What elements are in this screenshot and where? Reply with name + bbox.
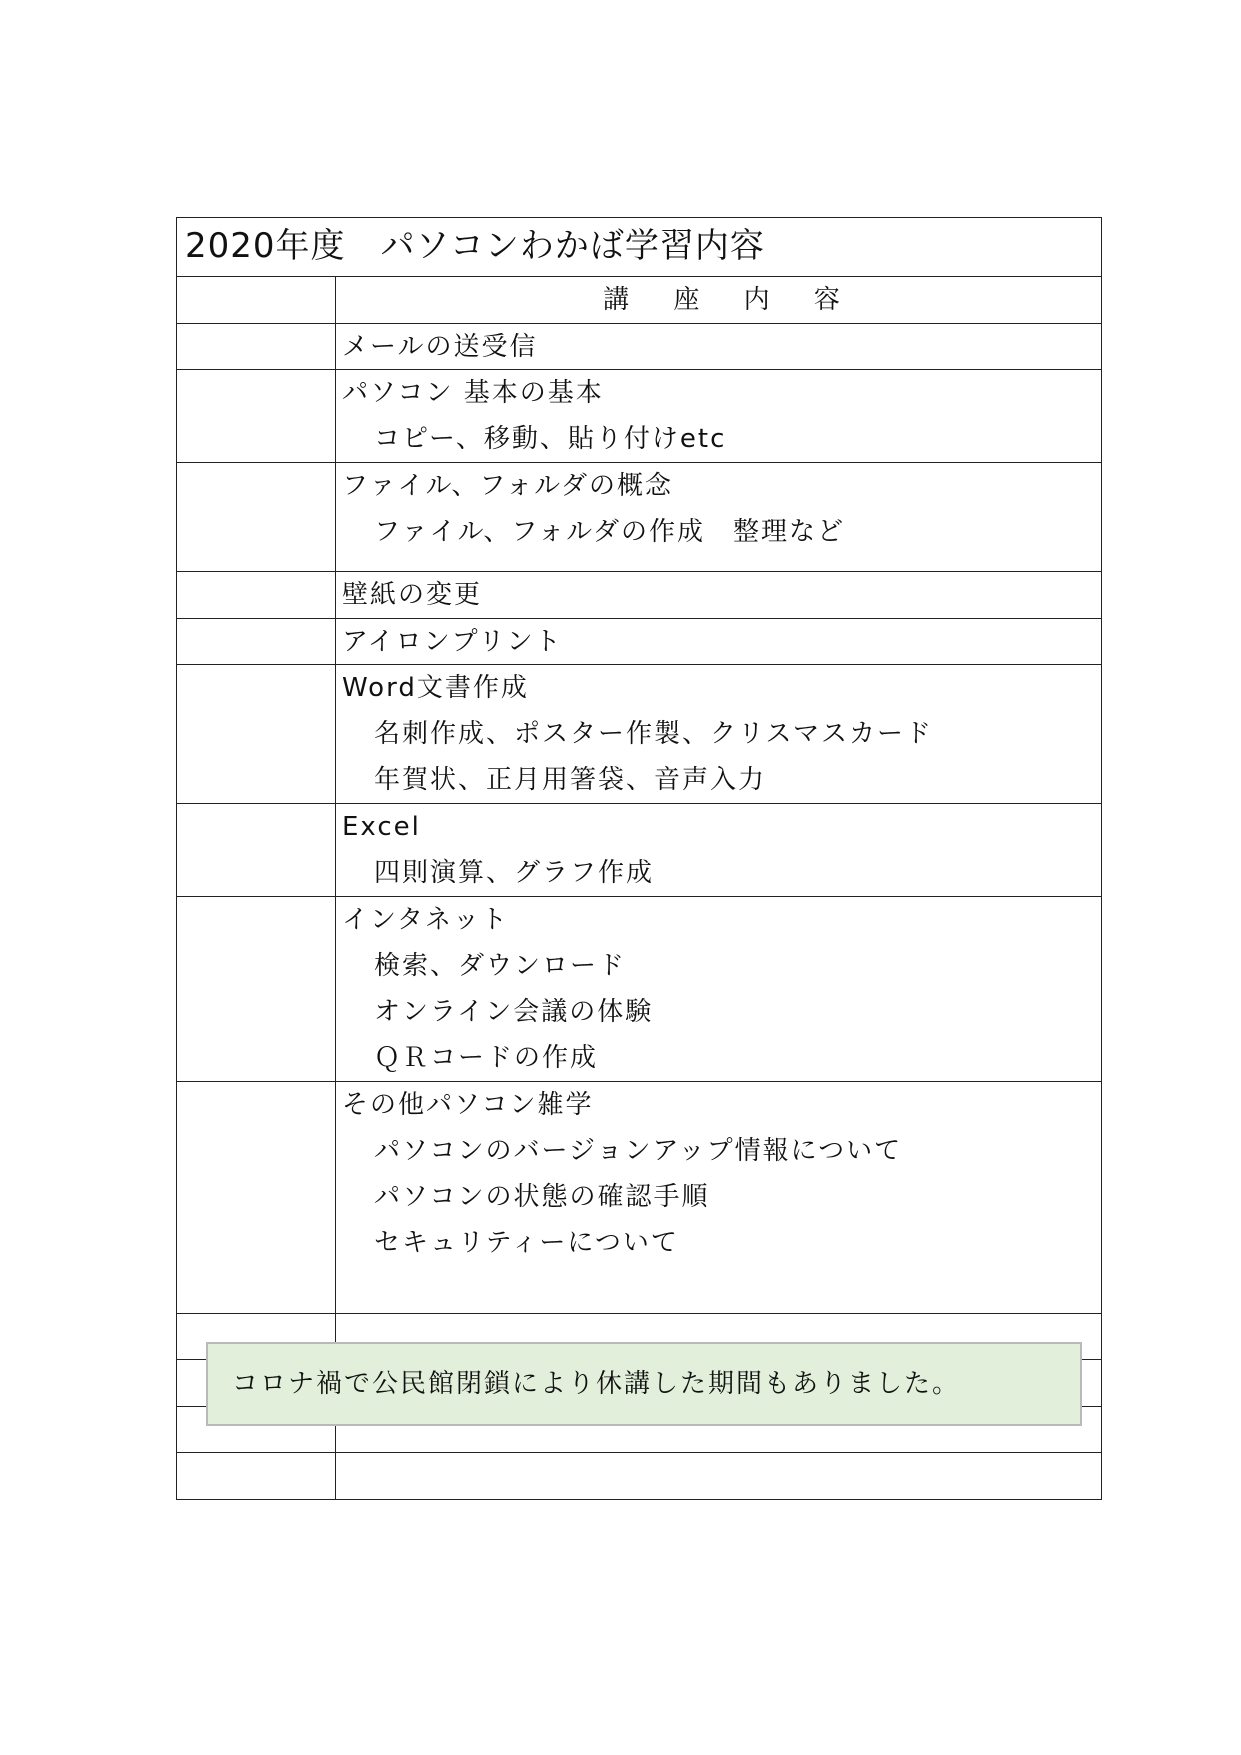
table-row — [177, 463, 1101, 572]
content-cell — [336, 324, 1101, 369]
column-header-char: 座 — [673, 285, 700, 315]
blank-cell — [177, 463, 336, 571]
content-cell — [336, 619, 1101, 664]
topic-detail: 検索、ダウンロード — [374, 951, 627, 981]
table-row — [177, 897, 1101, 1082]
content-cell — [336, 897, 1101, 1081]
content-cell — [336, 463, 1101, 571]
blank-cell — [177, 665, 336, 803]
topic-detail: 年賀状、正月用箸袋、音声入力 — [374, 765, 767, 795]
blank-cell — [177, 897, 336, 1081]
curriculum-table — [176, 217, 1102, 1500]
table-row — [177, 572, 1101, 619]
table-row — [177, 619, 1101, 665]
column-header-char: 容 — [813, 285, 840, 315]
topic-detail: セキュリティーについて — [374, 1228, 679, 1258]
topic-heading: メールの送受信 — [342, 332, 538, 362]
table-row — [177, 370, 1101, 463]
topic-heading: パソコン 基本の基本 — [342, 378, 604, 408]
blank-cell — [336, 1453, 1101, 1499]
topic-heading: アイロンプリント — [342, 627, 563, 657]
topic-detail: ファイル、フォルダの作成 整理など — [374, 517, 846, 547]
blank-cell — [177, 277, 336, 323]
table-row — [177, 804, 1101, 897]
blank-cell — [177, 619, 336, 664]
table-row — [177, 665, 1101, 804]
table-row — [177, 1082, 1101, 1314]
content-cell — [336, 370, 1101, 462]
column-header-char: 講 — [603, 285, 630, 315]
table-row — [177, 324, 1101, 370]
topic-heading: ファイル、フォルダの概念 — [342, 471, 674, 501]
blank-cell — [177, 324, 336, 369]
topic-heading: Excel — [342, 812, 421, 842]
topic-heading: Word文書作成 — [342, 673, 529, 703]
content-cell — [336, 804, 1101, 896]
topic-detail: オンライン会議の体験 — [374, 997, 654, 1027]
blank-cell — [177, 804, 336, 896]
topic-heading: インタネット — [342, 905, 509, 935]
column-header — [336, 277, 1101, 323]
header-row — [177, 277, 1101, 324]
page-title: 2020年度 パソコンわかば学習内容 — [177, 218, 1101, 277]
topic-detail: ＱＲコードの作成 — [374, 1043, 599, 1073]
topic-heading: その他パソコン雑学 — [342, 1090, 594, 1120]
column-header-char: 内 — [743, 285, 770, 315]
topic-detail: パソコンの状態の確認手順 — [374, 1182, 710, 1212]
topic-detail: 四則演算、グラフ作成 — [374, 858, 655, 888]
blank-cell — [177, 1453, 336, 1499]
blank-cell — [177, 1082, 336, 1313]
notice-box: コロナ禍で公民館閉鎖により休講した期間もありました。 — [206, 1342, 1082, 1426]
empty-row — [177, 1453, 1101, 1499]
content-cell — [336, 572, 1101, 618]
topic-detail: 名刺作成、ポスター作製、クリスマスカード — [374, 719, 933, 749]
blank-cell — [177, 370, 336, 462]
topic-detail: コピー、移動、貼り付けetc — [374, 424, 727, 454]
blank-cell — [177, 572, 336, 618]
topic-detail: パソコンのバージョンアップ情報について — [374, 1136, 903, 1166]
topic-heading: 壁紙の変更 — [342, 580, 483, 610]
content-cell — [336, 1082, 1101, 1313]
content-cell — [336, 665, 1101, 803]
